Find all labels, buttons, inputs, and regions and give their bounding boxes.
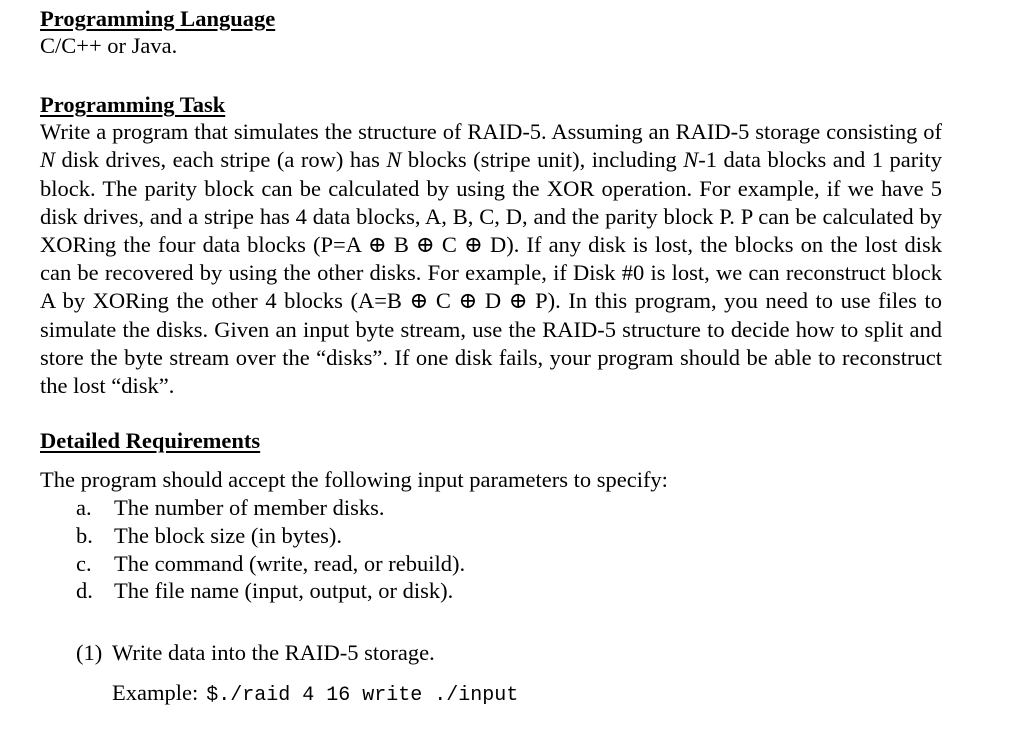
task-text-part-2: disk drives, each stripe (a row) has bbox=[55, 147, 387, 173]
parameter-list bbox=[40, 494, 942, 604]
list-marker: d. bbox=[76, 578, 93, 604]
list-item bbox=[76, 522, 942, 550]
document-page bbox=[40, 5, 942, 710]
step-write-data bbox=[76, 639, 942, 667]
step-number: (1) bbox=[76, 639, 103, 665]
heading-programming-language: Programming Language bbox=[40, 6, 276, 31]
task-text-part-3: blocks (stripe unit), including bbox=[401, 147, 684, 173]
list-item bbox=[76, 550, 942, 578]
section-programming-task bbox=[40, 91, 942, 400]
section-programming-language bbox=[40, 5, 942, 60]
step-text: Write data into the RAID-5 storage. bbox=[112, 639, 435, 665]
list-item-text: The number of member disks. bbox=[114, 495, 385, 521]
list-marker: c. bbox=[76, 550, 92, 576]
task-text-part-4: -1 data blocks and 1 parity block. The parity block can be calculated by using the XOR operation. For example, if we have 5 disk drives, and a stripe has 4 data blocks, A, B, C, D, and the parity block P. P can be calculated by XORing the four data blocks (P=A ⊕ B ⊕ C ⊕ D). If any disk is lost, the blocks on the lost disk can be recovered by using the other disks. For example, if Disk #0 is lost, we can reconstruct block A by XORing the other 4 blocks (A=B ⊕ C ⊕ D ⊕ P). In this program, you need to use files to simulate the disks. Given an input byte stream, use the RAID-5 structure to decide how to split and store the byte stream over the “disks”. If one disk fails, your program should be able to reconstruct the lost “disk”. bbox=[40, 147, 942, 399]
task-text-part-1: Write a program that simulates the structure of RAID-5. Assuming an RAID-5 storage consisting of bbox=[40, 119, 942, 145]
section-detailed-requirements bbox=[40, 427, 942, 710]
list-item bbox=[76, 494, 942, 522]
language-text: C/C++ or Java. bbox=[40, 33, 178, 58]
example-command: $./raid 4 16 write ./input bbox=[206, 683, 519, 707]
step-example bbox=[112, 679, 942, 710]
variable-n: N bbox=[386, 147, 402, 173]
variable-n: N bbox=[683, 147, 699, 173]
list-marker: a. bbox=[76, 495, 92, 521]
list-item-text: The block size (in bytes). bbox=[114, 523, 343, 549]
list-item-text: The file name (input, output, or disk). bbox=[114, 578, 454, 604]
list-item-text: The command (write, read, or rebuild). bbox=[114, 550, 466, 576]
requirements-intro: The program should accept the following input parameters to specify: bbox=[40, 467, 668, 493]
spacer bbox=[40, 60, 942, 91]
task-description bbox=[40, 118, 942, 400]
heading-detailed-requirements: Detailed Requirements bbox=[40, 428, 261, 454]
spacer bbox=[40, 400, 942, 427]
heading-programming-task: Programming Task bbox=[40, 92, 226, 118]
example-label: Example: bbox=[112, 679, 199, 705]
variable-n: N bbox=[40, 147, 56, 173]
list-item bbox=[76, 577, 942, 605]
list-marker: b. bbox=[76, 523, 93, 549]
